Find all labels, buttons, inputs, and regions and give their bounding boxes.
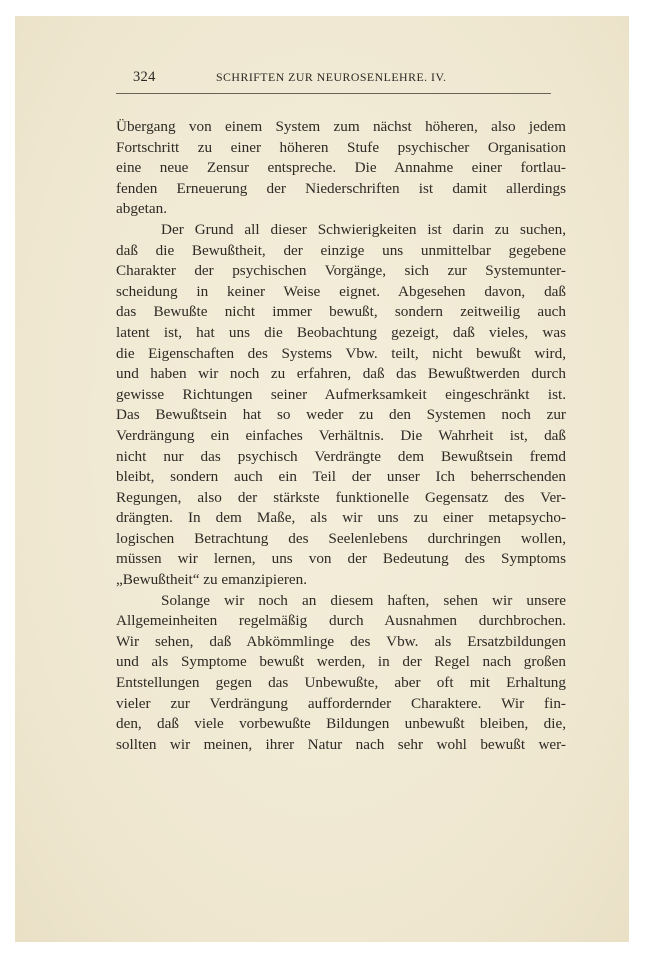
book-page: [15, 16, 629, 942]
text-line: logischen Betrachtung des Seelenlebens durchringen wollen,: [116, 529, 566, 547]
text-line: müssen wir lernen, uns von der Bedeutung des Symptoms: [116, 550, 566, 568]
text-line: Der Grund all dieser Schwierigkeiten ist darin zu suchen,: [161, 220, 566, 238]
text-line: scheidung in keiner Weise eignet. Abgesehen davon, daß: [116, 282, 566, 300]
text-line: die Eigenschaften des Systems Vbw. teilt, nicht bewußt wird,: [116, 344, 566, 362]
text-line: und als Symptome bewußt werden, in der Regel nach großen: [116, 653, 566, 671]
text-line: abgetan.: [116, 200, 168, 218]
text-line: Allgemeinheiten regelmäßig durch Ausnahmen durchbrochen.: [116, 612, 566, 630]
text-line: Entstellungen gegen das Unbewußte, aber oft mit Erhaltung: [116, 674, 566, 692]
text-line: gewisse Richtungen seiner Aufmerksamkeit eingeschränkt ist.: [116, 385, 566, 403]
text-line: den, daß viele vorbewußte Bildungen unbewußt bleiben, die,: [116, 715, 566, 733]
text-line: Übergang von einem System zum nächst höheren, also jedem: [116, 118, 566, 135]
text-line: vieler zur Verdrängung auffordernder Charaktere. Wir fin-: [116, 694, 566, 712]
text-line: daß die Bewußtheit, der einzige uns unmittelbar gegebene: [116, 241, 566, 259]
body-text: [116, 117, 566, 755]
text-line: Verdrängung ein einfaches Verhältnis. Die Wahrheit ist, daß: [116, 426, 566, 444]
text-line: latent ist, hat uns die Beobachtung gezeigt, daß vieles, was: [116, 323, 566, 341]
text-line: Fortschritt zu einer höheren Stufe psychischer Organisation: [116, 138, 566, 156]
text-line: Wir sehen, daß Abkömmlinge des Vbw. als Ersatzbildungen: [116, 632, 566, 650]
page-number: 324: [133, 69, 156, 85]
text-line: eine neue Zensur entspreche. Die Annahme einer fortlau-: [116, 159, 566, 177]
text-line: Solange wir noch an diesem haften, sehen wir unsere: [161, 591, 566, 609]
text-line: und haben wir noch zu erfahren, daß das Bewußtwerden durch: [116, 365, 566, 383]
page-header: [116, 63, 551, 94]
text-line: Regungen, also der stärkste funktionelle Gegensatz des Ver-: [116, 488, 566, 506]
text-line: das Bewußte nicht immer bewußt, sondern zeitweilig auch: [116, 303, 566, 321]
text-line: „Bewußtheit“ zu emanzipieren.: [116, 571, 308, 589]
text-line: bleibt, sondern auch ein Teil der unser Ich beherrschenden: [116, 468, 566, 486]
text-line: sollten wir meinen, ihrer Natur nach sehr wohl bewußt wer-: [116, 735, 566, 753]
text-line: fenden Erneuerung der Niederschriften ist damit allerdings: [116, 179, 566, 197]
text-line: Das Bewußtsein hat so weder zu den Systemen noch zur: [116, 406, 566, 424]
text-line: Charakter der psychischen Vorgänge, sich zur Systemunter-: [116, 262, 566, 280]
text-line: nicht nur das psychisch Verdrängte dem Bewußtsein fremd: [116, 447, 566, 465]
running-head: SCHRIFTEN ZUR NEUROSENLEHRE. IV.: [216, 70, 447, 84]
text-line: drängten. In dem Maße, als wir uns zu einer metapsycho-: [116, 509, 566, 527]
